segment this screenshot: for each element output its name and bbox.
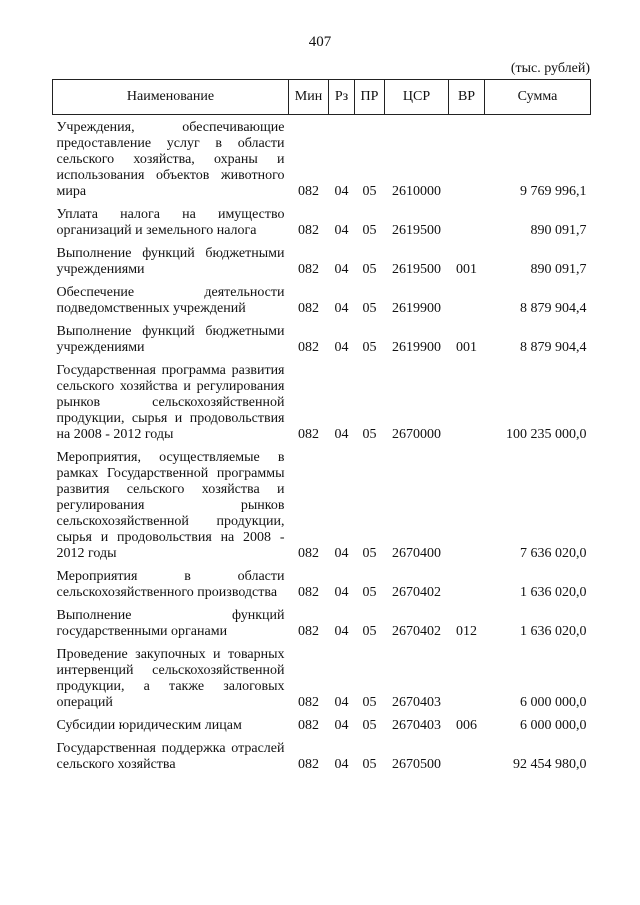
table-row [53, 736, 591, 775]
row-min: 082 [298, 624, 319, 639]
table-row [53, 241, 591, 280]
row-pr: 05 [362, 427, 377, 442]
units-note: (тыс. рублей) [510, 61, 590, 76]
row-pr: 05 [362, 624, 377, 639]
row-csr: 2670402 [392, 585, 441, 600]
row-vr [449, 736, 485, 775]
row-sum: 9 769 996,1 [520, 184, 587, 199]
table-header-row [53, 80, 591, 115]
row-vr [449, 642, 485, 713]
header-rz: Рз [329, 80, 355, 115]
row-rz: 04 [334, 585, 349, 600]
row-vr: 012 [456, 624, 477, 639]
row-rz: 04 [334, 340, 349, 355]
row-min: 082 [298, 427, 319, 442]
row-csr: 2670403 [392, 718, 441, 733]
row-min: 082 [298, 301, 319, 316]
row-vr [449, 115, 485, 203]
table-row [53, 319, 591, 358]
row-min: 082 [298, 262, 319, 277]
row-rz: 04 [334, 718, 349, 733]
row-name: Мероприятия, осуществляемые в рамках Государственной программы развития сельского хозяйства и регулирования рынков сельскохозяйственной продукции, сырья и продовольствия на 2008 - 2012 годы [56, 450, 285, 561]
row-csr: 2670400 [392, 546, 441, 561]
row-name: Государственная поддержка отраслей сельского хозяйства [56, 741, 285, 772]
header-pr: ПР [355, 80, 385, 115]
table-row [53, 642, 591, 713]
row-min: 082 [298, 718, 319, 733]
row-name: Учреждения, обеспечивающие предоставление услуг в области сельского хозяйства, охраны и использования объектов животного мира [56, 120, 285, 199]
row-sum: 100 235 000,0 [506, 427, 587, 442]
row-csr: 2619900 [392, 340, 441, 355]
header-vr: ВР [449, 80, 485, 115]
row-name: Мероприятия в области сельскохозяйственного производства [56, 569, 285, 600]
table-row [53, 280, 591, 319]
row-csr: 2619500 [392, 262, 441, 277]
row-sum: 8 879 904,4 [520, 301, 587, 316]
table-row [53, 713, 591, 736]
page-number: 407 [308, 34, 332, 50]
row-name: Обеспечение деятельности подведомственных учреждений [56, 285, 285, 316]
row-rz: 04 [334, 262, 349, 277]
row-rz: 04 [334, 546, 349, 561]
row-min: 082 [298, 184, 319, 199]
row-vr [449, 564, 485, 603]
row-sum: 8 879 904,4 [520, 340, 587, 355]
row-min: 082 [298, 223, 319, 238]
row-min: 082 [298, 340, 319, 355]
row-sum: 1 636 020,0 [520, 624, 587, 639]
row-rz: 04 [334, 695, 349, 710]
row-sum: 890 091,7 [530, 223, 587, 238]
row-csr: 2670500 [392, 757, 441, 772]
row-sum: 890 091,7 [530, 262, 587, 277]
row-csr: 2610000 [392, 184, 441, 199]
row-pr: 05 [362, 223, 377, 238]
row-name: Выполнение функций бюджетными учреждениями [56, 324, 285, 355]
row-name: Выполнение функций бюджетными учреждениями [56, 246, 285, 277]
row-sum: 1 636 020,0 [520, 585, 587, 600]
row-pr: 05 [362, 262, 377, 277]
row-vr [449, 202, 485, 241]
row-vr [449, 445, 485, 564]
row-min: 082 [298, 757, 319, 772]
row-name: Субсидии юридическим лицам [56, 718, 242, 733]
row-min: 082 [298, 585, 319, 600]
header-name: Наименование [53, 80, 289, 115]
row-name: Выполнение функций государственными органами [56, 608, 285, 639]
table-row [53, 115, 591, 203]
row-rz: 04 [334, 223, 349, 238]
row-pr: 05 [362, 184, 377, 199]
row-rz: 04 [334, 184, 349, 199]
row-name: Государственная программа развития сельского хозяйства и регулирования рынков сельскохозяйственной продукции, сырья и продовольствия на 2008 - 2012 годы [56, 363, 285, 442]
table-row [53, 603, 591, 642]
row-sum: 6 000 000,0 [520, 718, 587, 733]
row-csr: 2619900 [392, 301, 441, 316]
row-name: Проведение закупочных и товарных интервенций сельскохозяйственной продукции, а также залоговых операций [56, 647, 285, 710]
row-pr: 05 [362, 585, 377, 600]
row-vr: 001 [456, 340, 477, 355]
table-row [53, 564, 591, 603]
row-rz: 04 [334, 757, 349, 772]
row-vr: 006 [456, 718, 477, 733]
row-pr: 05 [362, 757, 377, 772]
row-vr [449, 280, 485, 319]
row-pr: 05 [362, 301, 377, 316]
row-min: 082 [298, 546, 319, 561]
row-name: Уплата налога на имущество организаций и земельного налога [56, 207, 285, 238]
row-min: 082 [298, 695, 319, 710]
header-csr: ЦСР [385, 80, 449, 115]
row-sum: 92 454 980,0 [513, 757, 587, 772]
row-pr: 05 [362, 546, 377, 561]
row-csr: 2619500 [392, 223, 441, 238]
row-vr: 001 [456, 262, 477, 277]
row-rz: 04 [334, 301, 349, 316]
table-row [53, 202, 591, 241]
row-csr: 2670403 [392, 695, 441, 710]
budget-table [52, 79, 591, 775]
row-pr: 05 [362, 340, 377, 355]
row-sum: 7 636 020,0 [520, 546, 587, 561]
row-pr: 05 [362, 718, 377, 733]
table-row [53, 358, 591, 445]
row-vr [449, 358, 485, 445]
row-rz: 04 [334, 624, 349, 639]
row-rz: 04 [334, 427, 349, 442]
row-csr: 2670402 [392, 624, 441, 639]
row-pr: 05 [362, 695, 377, 710]
table-row [53, 445, 591, 564]
header-sum: Сумма [485, 80, 591, 115]
header-min: Мин [289, 80, 329, 115]
row-csr: 2670000 [392, 427, 441, 442]
row-sum: 6 000 000,0 [520, 695, 587, 710]
